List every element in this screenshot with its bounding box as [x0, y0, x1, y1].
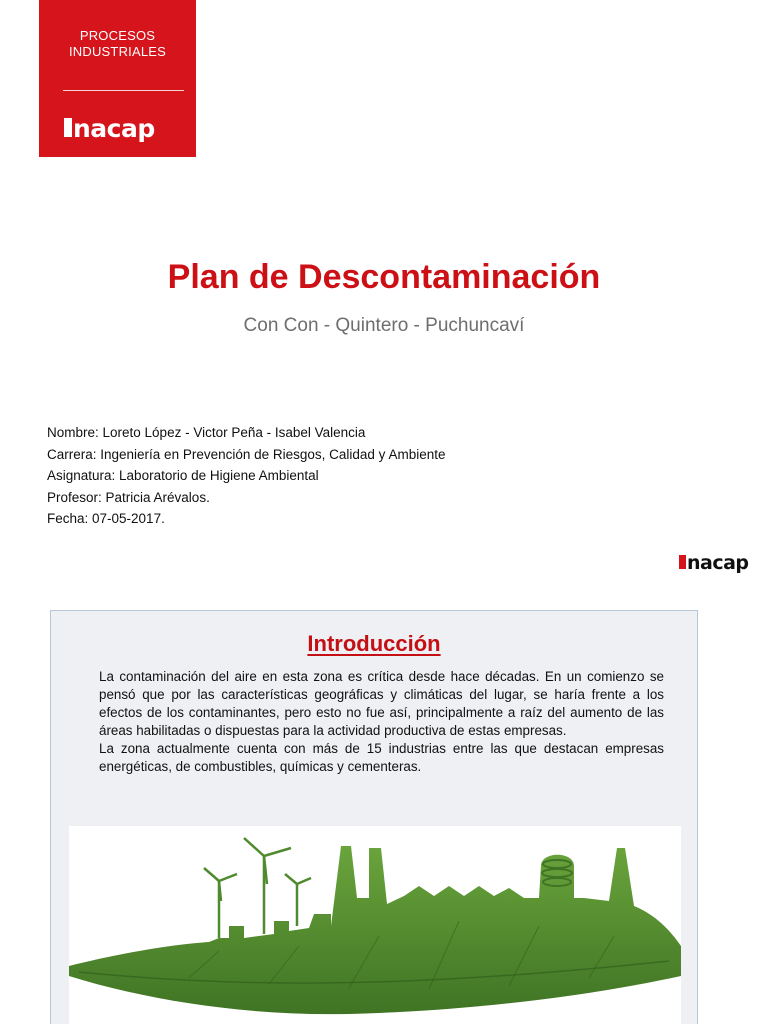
introduction-panel — [50, 610, 698, 1024]
info-carrera: Carrera: Ingeniería en Prevención de Riesgos, Calidad y Ambiente — [47, 446, 446, 462]
intro-body — [99, 668, 664, 776]
info-nombre: Nombre: Loreto López - Victor Peña - Isabel Valencia — [47, 425, 366, 440]
badge-line-1: PROCESOS — [79, 28, 156, 43]
author-info — [47, 422, 447, 530]
page-title: Plan de Descontaminación — [167, 258, 601, 296]
inacap-logo-small — [679, 543, 749, 573]
page-subtitle: Con Con - Quintero - Puchuncaví — [243, 315, 525, 336]
logo-mark-icon — [64, 118, 72, 137]
leaf-illustration-icon — [69, 826, 681, 1024]
logo-mark-icon — [679, 555, 686, 569]
intro-heading: Introducción — [307, 631, 441, 656]
badge-line-2: INDUSTRIALES — [68, 44, 167, 59]
logo-wordmark-small: nacap — [687, 552, 749, 574]
badge-caption — [39, 28, 196, 60]
info-profesor: Profesor: Patricia Arévalos. — [47, 489, 210, 505]
logo-wordmark: nacap — [73, 114, 155, 143]
green-leaf-industry-image — [69, 826, 681, 1024]
info-fecha: Fecha: 07-05-2017. — [47, 511, 165, 526]
intro-paragraph-2: La zona actualmente cuenta con más de 15 industrias entre las que destacan empresas energéticas, de combustibles, químicas y cementeras. — [99, 741, 664, 774]
brand-badge — [39, 0, 196, 157]
inacap-logo — [64, 110, 155, 142]
info-asignatura: Asignatura: Laboratorio de Higiene Ambiental — [47, 468, 319, 483]
intro-paragraph-1: La contaminación del aire en esta zona es crítica desde hace décadas. En un comienzo se pensó que por las características geográficas y climáticas del lugar, se haría frente a los efectos de los contaminantes, pero esto no fue así, principalmente a raíz del aumento de las áreas habilitadas o dispuestas para la actividad productiva de estas empresas. — [99, 669, 664, 738]
badge-divider — [63, 90, 184, 91]
